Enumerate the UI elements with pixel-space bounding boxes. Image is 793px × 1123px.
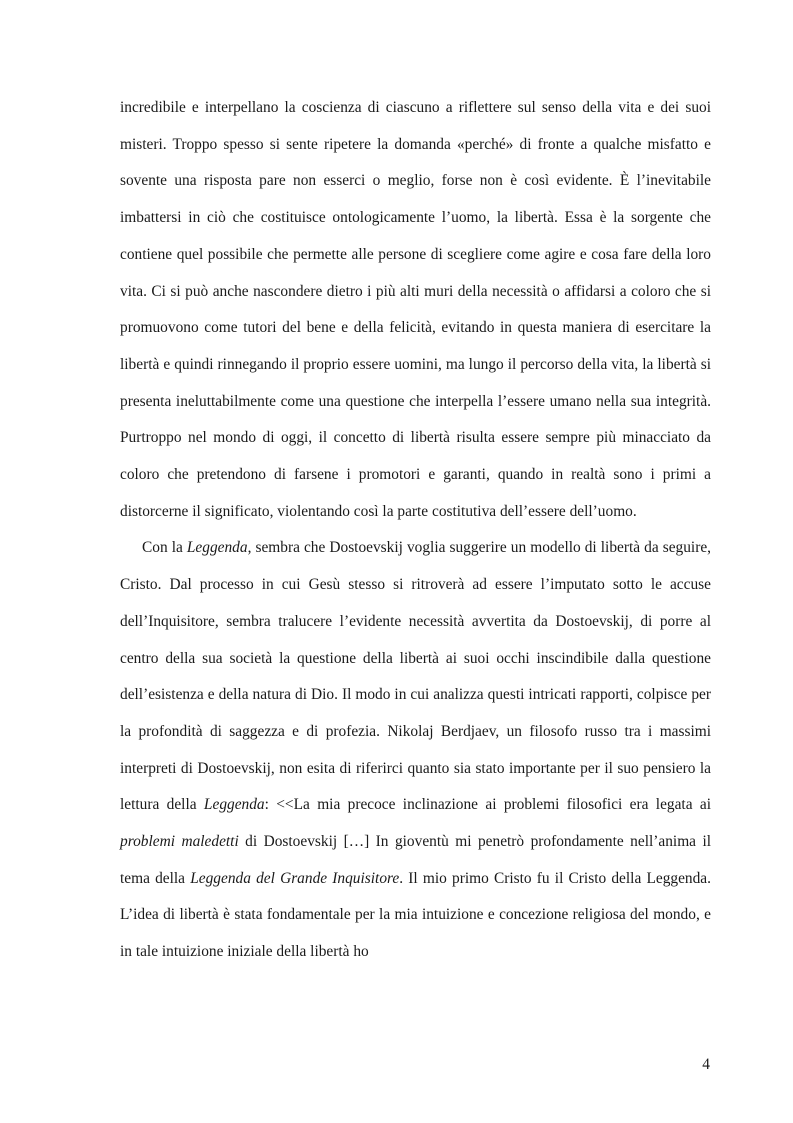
italic-phrase: problemi maledetti <box>120 833 239 851</box>
text-run: di Dostoevskij […] In gioventù mi penetrò profondamente nell’anima il tema della <box>120 833 711 887</box>
italic-title: Leggenda del Grande Inquisitore <box>190 869 400 887</box>
text-run: : <<La mia precoce inclinazione ai problemi filosofici era legata ai <box>264 796 711 814</box>
paragraph <box>120 530 711 970</box>
page-number: 4 <box>702 1056 710 1073</box>
text-run: . Il mio primo Cristo fu il Cristo della Leggenda. L’idea di libertà è stata fondamentale per la mia intuizione e concezione religiosa del mondo, e in tale intuizione iniziale della libertà ho <box>120 869 711 961</box>
body-text <box>120 90 711 971</box>
italic-title: Leggenda <box>186 539 248 557</box>
text-run: Con la <box>142 539 187 557</box>
text-run: , sembra che Dostoevskij voglia suggerire un modello di libertà da seguire, Cristo. Dal processo in cui Gesù stesso si ritroverà ad essere l’imputato sotto le accuse dell’Inquisitore, sembra tralucere l’evidente necessità avvertita da Dostoevskij, di porre al centro della sua società la questione della libertà ai suoi occhi inscindibile dalla questione dell’esistenza e della natura di Dio. Il modo in cui analizza questi intricati rapporti, colpisce per la profondità di saggezza e di profezia. Nikolaj Berdjaev, un filosofo russo tra i massimi interpreti di Dostoevskij, non esita di riferirci quanto sia stato importante per il suo pensiero la lettura della <box>120 539 711 814</box>
italic-title: Leggenda <box>203 796 265 814</box>
paragraph: incredibile e interpellano la coscienza di ciascuno a riflettere sul senso della vita e dei suoi misteri. Troppo spesso si sente ripetere la domanda «perché» di fronte a qualche misfatto e sovente una risposta pare non esserci o meglio, forse non è così evidente. È l’inevitabile imbattersi in ciò che costituisce ontologicamente l’uomo, la libertà. Essa è la sorgente che contiene quel possibile che permette alle persone di scegliere come agire e cosa fare della loro vita. Ci si può anche nascondere dietro i più alti muri della necessità o affidarsi a coloro che si promuovono come tutori del bene e della felicità, evitando in questa maniera di esercitare la libertà e quindi rinnegando il proprio essere uomini, ma lungo il percorso della vita, la libertà si presenta ineluttabilmente come una questione che interpella l’essere umano nella sua integrità. Purtroppo nel mondo di oggi, il concetto di libertà risulta essere sempre più minacciato da coloro che pretendono di farsene i promotori e garanti, quando in realtà sono i primi a distorcerne il significato, violentando così la parte costitutiva dell’essere dell’uomo. <box>120 99 711 520</box>
